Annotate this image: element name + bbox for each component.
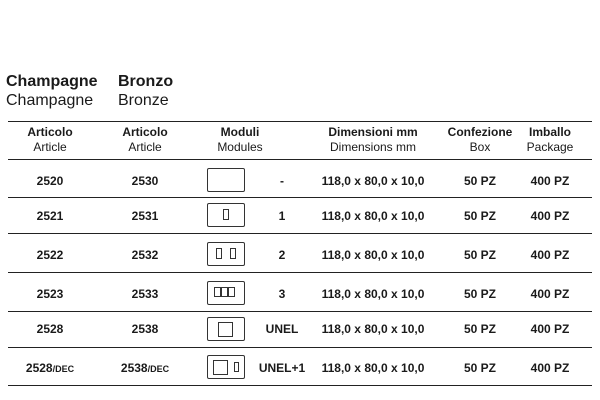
header-package: [515, 125, 585, 155]
header-dimensions: [318, 125, 428, 155]
header-english: Article: [33, 140, 67, 154]
box-cell: 50 PZ: [463, 322, 496, 336]
module-slot: [221, 287, 228, 297]
article-champagne-cell: 2523: [36, 287, 64, 301]
dimensions-cell: 118,0 x 80,0 x 10,0: [321, 322, 425, 336]
finish-english-label: Bronze: [118, 92, 169, 109]
header-italian: Dimensioni mm: [328, 125, 418, 139]
header-article-bronze: [105, 125, 185, 155]
finish-champagne: [6, 72, 98, 110]
module-slot: [230, 248, 236, 259]
article-champagne-cell: 2522: [36, 248, 64, 262]
box-cell: 50 PZ: [463, 209, 496, 223]
modules-cell: 1: [278, 209, 286, 223]
modules-cell: 2: [278, 248, 286, 262]
one-module-plate-icon: [207, 203, 245, 227]
dimensions-cell: 118,0 x 80,0 x 10,0: [321, 248, 425, 262]
header-italian: Articolo: [122, 125, 168, 139]
row-divider: [8, 233, 592, 234]
module-slot: [216, 248, 222, 259]
row-divider: [8, 347, 592, 348]
header-article-champagne: [10, 125, 90, 155]
article-champagne-cell: 2521: [36, 209, 64, 223]
modules-cell: UNEL+1: [258, 361, 306, 375]
header-english: Dimensions mm: [329, 140, 416, 154]
article-champagne-cell: 2528/DEC: [25, 361, 75, 375]
table-bottom-rule: [8, 385, 592, 386]
blank-plate-icon: [207, 168, 245, 192]
header-english: Package: [526, 140, 574, 154]
modules-cell: UNEL: [265, 322, 299, 336]
module-slot: [223, 209, 229, 220]
header-english: Modules: [217, 140, 263, 154]
package-cell: 400 PZ: [530, 361, 570, 375]
header-italian: Moduli: [220, 125, 260, 139]
header-english: Box: [469, 140, 491, 154]
finish-italian-label: Champagne: [6, 73, 98, 90]
article-bronze-cell: 2532: [131, 248, 159, 262]
finish-bronze: [118, 72, 173, 110]
box-cell: 50 PZ: [463, 287, 496, 301]
header-italian: Imballo: [528, 125, 571, 139]
package-cell: 400 PZ: [530, 209, 570, 223]
socket-slot: [213, 360, 228, 375]
row-divider: [8, 197, 592, 198]
unel-plus-one-plate-icon: [207, 355, 245, 379]
header-modules: [200, 125, 280, 155]
two-module-plate-icon: [207, 242, 245, 266]
header-box: [440, 125, 520, 155]
row-divider: [8, 272, 592, 273]
module-slot: [214, 287, 221, 297]
dimensions-cell: 118,0 x 80,0 x 10,0: [321, 209, 425, 223]
package-cell: 400 PZ: [530, 248, 570, 262]
package-cell: 400 PZ: [530, 322, 570, 336]
header-italian: Confezione: [447, 125, 513, 139]
article-bronze-cell: 2530: [131, 174, 159, 188]
box-cell: 50 PZ: [463, 174, 496, 188]
row-divider: [8, 311, 592, 312]
header-italian: Articolo: [27, 125, 73, 139]
dimensions-cell: 118,0 x 80,0 x 10,0: [321, 174, 425, 188]
finish-italian-label: Bronzo: [118, 73, 174, 90]
article-bronze-cell: 2538/DEC: [120, 361, 170, 375]
package-cell: 400 PZ: [530, 174, 570, 188]
table-header-rule: [8, 159, 592, 160]
three-module-plate-icon: [207, 281, 245, 305]
modules-cell: -: [280, 174, 284, 188]
article-bronze-cell: 2533: [131, 287, 159, 301]
box-cell: 50 PZ: [463, 248, 496, 262]
article-bronze-cell: 2531: [131, 209, 159, 223]
article-champagne-cell: 2528: [36, 322, 64, 336]
dimensions-cell: 118,0 x 80,0 x 10,0: [321, 361, 425, 375]
module-slot: [234, 362, 239, 372]
box-cell: 50 PZ: [463, 361, 496, 375]
unel-socket-plate-icon: [207, 317, 245, 341]
table-top-rule: [8, 121, 592, 122]
module-slot: [228, 287, 235, 297]
article-champagne-cell: 2520: [36, 174, 64, 188]
dimensions-cell: 118,0 x 80,0 x 10,0: [321, 287, 425, 301]
package-cell: 400 PZ: [530, 287, 570, 301]
modules-cell: 3: [278, 287, 286, 301]
finish-english-label: Champagne: [6, 92, 94, 109]
article-bronze-cell: 2538: [131, 322, 159, 336]
header-english: Article: [128, 140, 162, 154]
socket-slot: [218, 322, 233, 337]
